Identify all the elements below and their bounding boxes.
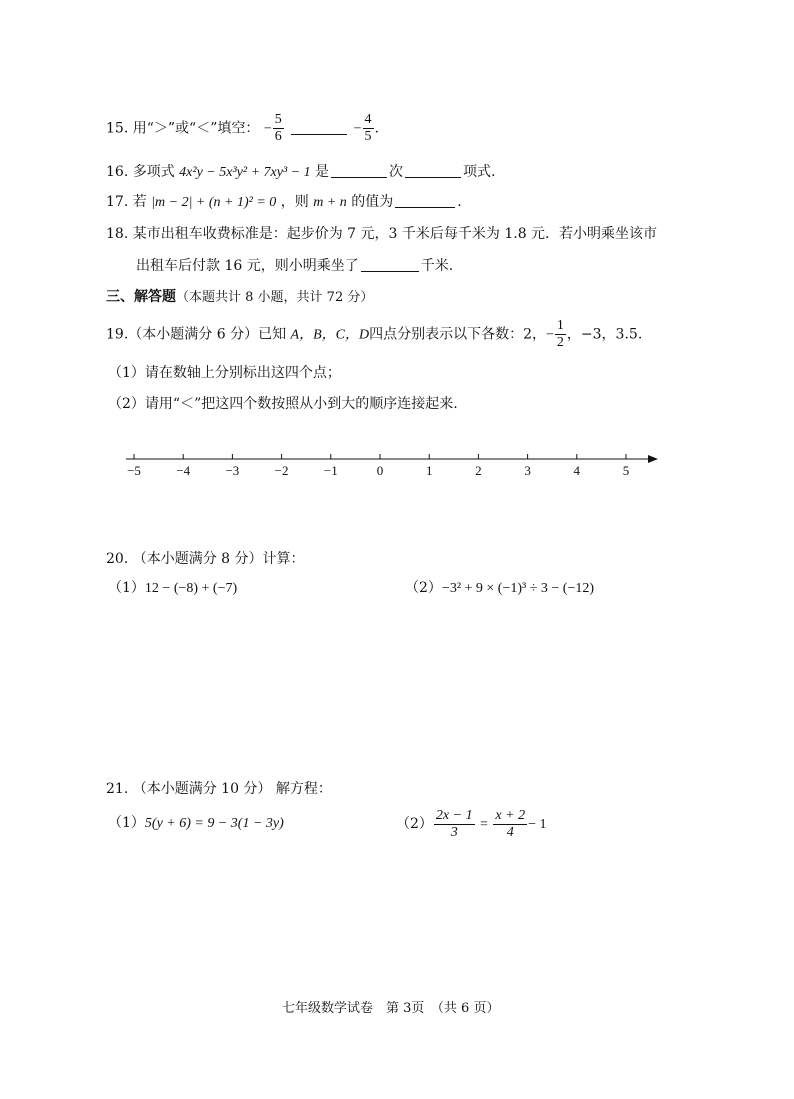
fraction-sign: − bbox=[546, 327, 554, 343]
part-label: （1） bbox=[108, 815, 145, 831]
fraction bbox=[434, 808, 475, 841]
question-20-part-1 bbox=[108, 578, 237, 599]
fraction-numerator: x + 2 bbox=[495, 807, 526, 823]
question-text: 出租车后付款 16 元，则小明乘坐了 bbox=[136, 258, 359, 274]
question-number: 18. bbox=[106, 226, 129, 242]
question-21-part-2 bbox=[396, 804, 546, 845]
fraction-sign: − bbox=[353, 121, 362, 137]
question-20-part-2 bbox=[405, 578, 594, 599]
question-21 bbox=[106, 779, 332, 799]
question-text: 是 bbox=[315, 164, 330, 180]
question-text: （本小题满分 10 分） 解方程： bbox=[132, 781, 332, 797]
number-line-tick-label: −4 bbox=[176, 463, 191, 478]
expression: −3² + 9 × (−1)³ ÷ 3 − (−12) bbox=[441, 581, 595, 596]
number-line[interactable] bbox=[120, 445, 665, 481]
question-text: （本小题满分 8 分）计算： bbox=[132, 551, 305, 567]
number-line-tick-label: 2 bbox=[475, 463, 482, 478]
punctuation: . bbox=[457, 194, 462, 210]
question-number: 21. bbox=[106, 781, 129, 797]
question-text: 若 bbox=[132, 194, 147, 210]
page-footer bbox=[282, 999, 499, 1019]
answer-blank[interactable] bbox=[331, 163, 387, 178]
number-line-tick-label: 3 bbox=[524, 463, 531, 478]
question-text: 项式. bbox=[463, 164, 496, 180]
number-line-ticks bbox=[127, 454, 629, 478]
question-number: 19. bbox=[106, 326, 129, 343]
question-text: （2）请用“＜”把这四个数按照从小到大的顺序连接起来. bbox=[108, 396, 458, 412]
question-19-part-1 bbox=[108, 363, 341, 383]
question-21-part-1 bbox=[108, 813, 284, 834]
question-text: 次 bbox=[389, 164, 404, 180]
answer-blank[interactable] bbox=[395, 193, 455, 208]
question-text: 某市出租车收费标准是：起步价为 7 元，3 千米后每千米为 1.8 元．若小明乘坐该市 bbox=[132, 226, 658, 242]
question-15 bbox=[106, 112, 379, 145]
answer-blank[interactable] bbox=[405, 163, 461, 178]
equation: |m − 2| + (n + 1)² = 0 bbox=[151, 195, 277, 210]
question-text: 的值为 bbox=[351, 194, 394, 210]
number-line-tick-label: −2 bbox=[274, 463, 289, 478]
question-19 bbox=[106, 318, 642, 351]
question-18-line-1 bbox=[106, 224, 657, 244]
question-number: 15. bbox=[106, 120, 129, 137]
fraction bbox=[493, 808, 527, 841]
question-text: （1）请在数轴上分别标出这四个点； bbox=[108, 365, 341, 381]
question-text: 多项式 bbox=[132, 164, 175, 180]
fraction-numerator: 2x − 1 bbox=[435, 807, 473, 823]
question-text: 用“＞”或“＜”填空： bbox=[132, 120, 260, 137]
fraction-denominator: 5 bbox=[364, 129, 372, 144]
fraction-denominator: 6 bbox=[274, 129, 282, 144]
fraction-numerator: 1 bbox=[556, 318, 564, 333]
fraction bbox=[273, 112, 284, 145]
fraction-denominator: 3 bbox=[450, 824, 458, 840]
fraction-numerator: 4 bbox=[364, 112, 372, 127]
point-labels: A，B，C，D bbox=[290, 327, 370, 343]
part-label: （2） bbox=[405, 580, 442, 596]
equals-sign: = bbox=[480, 817, 488, 832]
number-line-tick-label: −1 bbox=[323, 463, 338, 478]
fraction-denominator: 2 bbox=[556, 335, 564, 350]
question-text: ，−3，3.5. bbox=[566, 326, 643, 343]
question-number: 16. bbox=[106, 164, 129, 180]
part-label: （1） bbox=[108, 580, 145, 596]
punctuation: . bbox=[374, 120, 379, 137]
question-text: 千米. bbox=[420, 258, 454, 274]
question-text: 四点分别表示以下各数：2， bbox=[369, 326, 547, 343]
section-note: （本题共计 8 小题，共计 72 分） bbox=[176, 290, 374, 305]
fraction-denominator: 4 bbox=[506, 824, 514, 840]
section-heading bbox=[106, 287, 373, 308]
question-19-part-2 bbox=[108, 394, 458, 414]
expression: m + n bbox=[313, 195, 347, 210]
question-20 bbox=[106, 549, 305, 569]
equation: 5(y + 6) = 9 − 3(1 − 3y) bbox=[144, 816, 284, 831]
answer-blank[interactable] bbox=[291, 120, 347, 135]
number-line-tick-label: 1 bbox=[425, 463, 433, 478]
arrow-icon bbox=[648, 455, 658, 463]
question-17 bbox=[106, 192, 462, 213]
number-line-tick-label: −3 bbox=[225, 463, 240, 478]
answer-blank[interactable] bbox=[361, 257, 419, 272]
polynomial: 4x²y − 5x³y² + 7xy³ − 1 bbox=[179, 165, 311, 180]
question-text: ，则 bbox=[280, 194, 309, 210]
question-number: 17. bbox=[106, 194, 129, 210]
expression: 12 − (−8) + (−7) bbox=[144, 581, 238, 596]
number-line-tick-label: 5 bbox=[622, 463, 630, 478]
number-line-tick-label: −5 bbox=[127, 463, 141, 478]
expression-tail: − 1 bbox=[528, 817, 547, 832]
number-line-tick-label: 0 bbox=[376, 463, 384, 478]
section-title: 三、解答题 bbox=[106, 289, 176, 305]
question-number: 20. bbox=[106, 551, 129, 567]
part-label: （2） bbox=[396, 816, 433, 832]
question-16 bbox=[106, 162, 496, 183]
number-line-tick-label: 4 bbox=[573, 463, 581, 478]
question-18-line-2 bbox=[136, 256, 453, 276]
fraction bbox=[555, 318, 566, 351]
fraction bbox=[363, 112, 374, 145]
footer-text: 七年级数学试卷 第 3页 （共 6 页） bbox=[282, 1001, 500, 1016]
question-text: （本小题满分 6 分）已知 bbox=[128, 326, 287, 343]
fraction-numerator: 5 bbox=[274, 112, 282, 127]
fraction-sign: − bbox=[263, 121, 272, 137]
